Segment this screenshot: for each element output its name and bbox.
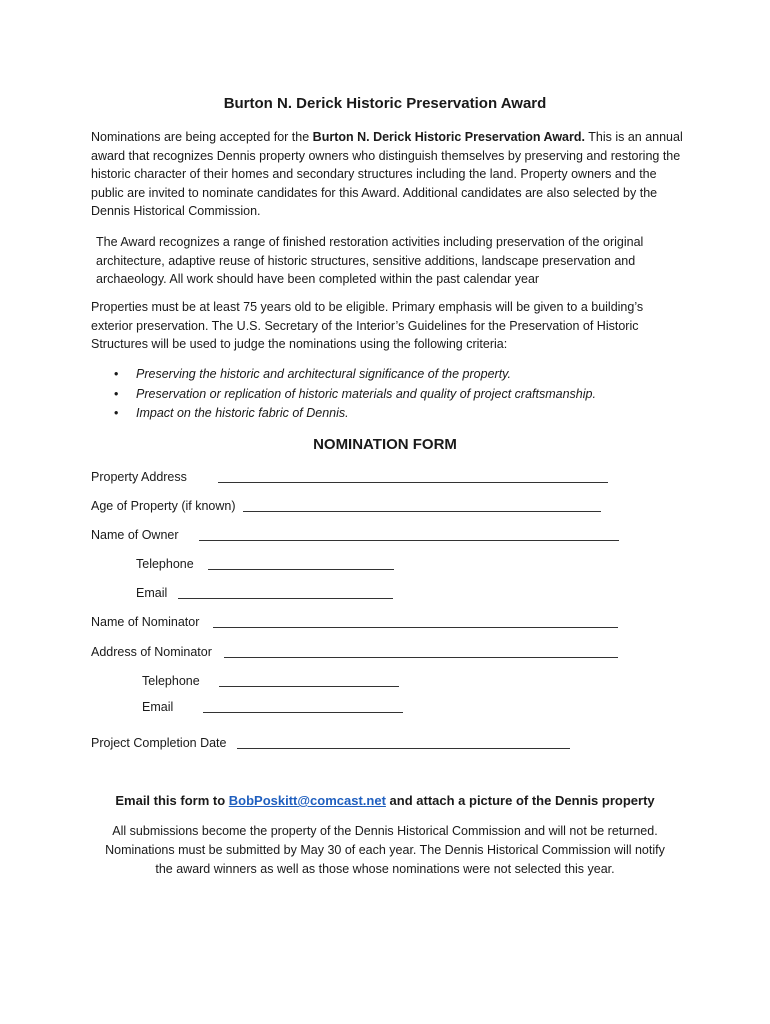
property-address-line[interactable]	[218, 482, 608, 483]
age-of-property-field[interactable]	[91, 498, 603, 516]
nominator-address-label: Address of Nominator	[91, 645, 212, 659]
property-address-label: Property Address	[91, 470, 187, 484]
owner-name-field[interactable]	[91, 527, 622, 545]
criteria-text: Preserving the historic and architectural significance of the property.	[136, 367, 511, 381]
age-of-property-line[interactable]	[243, 511, 601, 512]
owner-telephone-line[interactable]	[208, 569, 394, 570]
nominator-email-line[interactable]	[203, 712, 403, 713]
owner-email-label: Email	[136, 586, 168, 600]
owner-name-label: Name of Owner	[91, 528, 179, 542]
completion-date-line[interactable]	[237, 748, 570, 749]
criteria-item	[112, 365, 672, 385]
criteria-list	[112, 365, 672, 424]
nominator-name-label: Name of Nominator	[91, 615, 200, 629]
nominator-address-field[interactable]	[91, 644, 621, 662]
nominator-telephone-field[interactable]	[142, 673, 402, 691]
owner-email-line[interactable]	[178, 598, 393, 599]
nominator-name-field[interactable]	[91, 614, 621, 632]
form-heading: NOMINATION FORM	[313, 436, 457, 453]
nominator-name-line[interactable]	[213, 627, 618, 628]
nominator-telephone-label: Telephone	[142, 674, 200, 688]
footer-line: the award winners as well as those whose nominations were not selected this year.	[155, 862, 615, 876]
nominator-telephone-line[interactable]	[219, 686, 399, 687]
email-instruction	[0, 793, 770, 808]
email-link[interactable]: BobPoskitt@comcast.net	[228, 793, 386, 808]
criteria-item	[112, 385, 672, 405]
age-of-property-label: Age of Property (if known)	[91, 499, 236, 513]
owner-email-field[interactable]	[136, 585, 396, 603]
completion-date-label: Project Completion Date	[91, 736, 227, 750]
criteria-item	[112, 404, 672, 424]
intro-award-name: Burton N. Derick Historic Preservation Award.	[312, 130, 585, 144]
owner-telephone-field[interactable]	[136, 556, 396, 574]
intro-paragraph	[91, 128, 685, 221]
email-suffix: and attach a picture of the Dennis property	[385, 793, 655, 808]
submission-footer	[85, 822, 685, 879]
bullet-icon: •	[114, 406, 119, 420]
email-prefix: Email this form to	[115, 793, 229, 808]
completion-date-field[interactable]	[91, 735, 573, 753]
bullet-icon: •	[114, 367, 119, 381]
intro-rest: This is an annual award that recognizes Dennis property owners who distinguish themselves by preserving and restoring the historic character of their homes and secondary structures including the land. Property owners and the public are invited to nominate candidates for this Award. Additional candidates are also selected by the Dennis Historical Commission.	[91, 130, 683, 218]
nominator-email-label: Email	[142, 700, 174, 714]
criteria-text: Impact on the historic fabric of Dennis.	[136, 406, 349, 420]
footer-line: All submissions become the property of the Dennis Historical Commission and will not be returned.	[112, 824, 658, 838]
property-address-field[interactable]	[91, 469, 611, 487]
scope-paragraph: The Award recognizes a range of finished restoration activities including preservation of the original architecture, adaptive reuse of historic structures, sensitive additions, landscape preservation and archaeology. All work should have been completed within the past calendar year	[96, 235, 644, 286]
owner-telephone-label: Telephone	[136, 557, 194, 571]
criteria-text: Preservation or replication of historic materials and quality of project craftsmanship.	[136, 386, 596, 401]
nominator-email-field[interactable]	[142, 699, 406, 717]
footer-line: Nominations must be submitted by May 30 of each year. The Dennis Historical Commission will notify	[105, 843, 665, 857]
eligibility-paragraph: Properties must be at least 75 years old to be eligible. Primary emphasis will be given to a building’s exterior preservation. The U.S. Secretary of the Interior’s Guidelines for the Preservation of Historic Structures will be used to judge the nominations using the following criteria:	[91, 300, 644, 351]
document-title: Burton N. Derick Historic Preservation Award	[223, 95, 547, 112]
nominator-address-line[interactable]	[224, 657, 618, 658]
owner-name-line[interactable]	[199, 540, 619, 541]
bullet-icon: •	[114, 386, 119, 401]
intro-lead: Nominations are being accepted for the	[91, 130, 313, 144]
